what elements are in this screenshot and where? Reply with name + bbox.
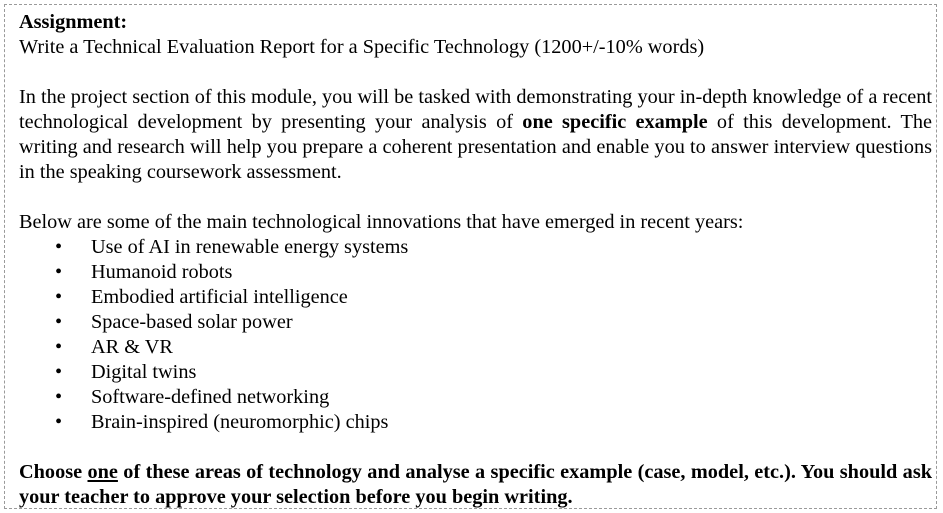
assignment-content (19, 10, 932, 510)
list-item-label: Embodied artificial intelligence (91, 286, 348, 308)
instruction-underlined: one (87, 461, 118, 483)
bullet-icon: • (55, 386, 63, 408)
bullet-icon: • (55, 236, 63, 258)
bullet-icon: • (55, 311, 63, 333)
list-item-label: Humanoid robots (91, 261, 233, 283)
list-item-label: Software-defined networking (91, 386, 330, 408)
spacer (19, 60, 932, 85)
assignment-heading: Assignment: (19, 11, 128, 33)
bullet-icon: • (55, 261, 63, 283)
instruction-text-2: of these areas of technology and analyse a specific example (case, model, etc.). You should ask your teacher to approve your selection before you begin writing. (19, 461, 932, 508)
list-item (19, 385, 932, 410)
assignment-task: Write a Technical Evaluation Report for a Specific Technology (1200+/-10% words) (19, 36, 705, 58)
bullet-icon: • (55, 361, 63, 383)
intro-text-2: of this development. The writing and research will help you prepare a coherent presentation and enable you to answer interview questions in the speaking coursework assessment. (19, 111, 933, 183)
intro-emphasis: one specific example (522, 111, 708, 133)
bullet-icon: • (55, 336, 63, 358)
list-item (19, 260, 932, 285)
list-item (19, 335, 932, 360)
intro-text-1: In the project section of this module, you will be tasked with demonstrating your in-depth knowledge of a recent technological development by presenting your analysis of (19, 86, 932, 133)
bullet-icon: • (55, 411, 63, 433)
spacer (19, 185, 932, 210)
bullet-icon: • (55, 286, 63, 308)
instruction-text-1: Choose (19, 461, 88, 483)
list-item (19, 360, 932, 385)
list-item (19, 410, 932, 435)
intro-paragraph (19, 85, 932, 185)
list-item-label: Brain-inspired (neuromorphic) chips (91, 411, 389, 433)
list-item-label: AR & VR (91, 336, 173, 358)
list-item-label: Use of AI in renewable energy systems (91, 236, 409, 258)
spacer (19, 435, 932, 460)
list-item (19, 235, 932, 260)
instruction-paragraph (19, 460, 932, 510)
list-item-label: Space-based solar power (91, 311, 293, 333)
list-item (19, 285, 932, 310)
list-item (19, 310, 932, 335)
innovation-list (19, 235, 932, 435)
assignment-box (4, 4, 937, 509)
list-item-label: Digital twins (91, 361, 197, 383)
list-intro: Below are some of the main technological innovations that have emerged in recent years: (19, 211, 744, 233)
